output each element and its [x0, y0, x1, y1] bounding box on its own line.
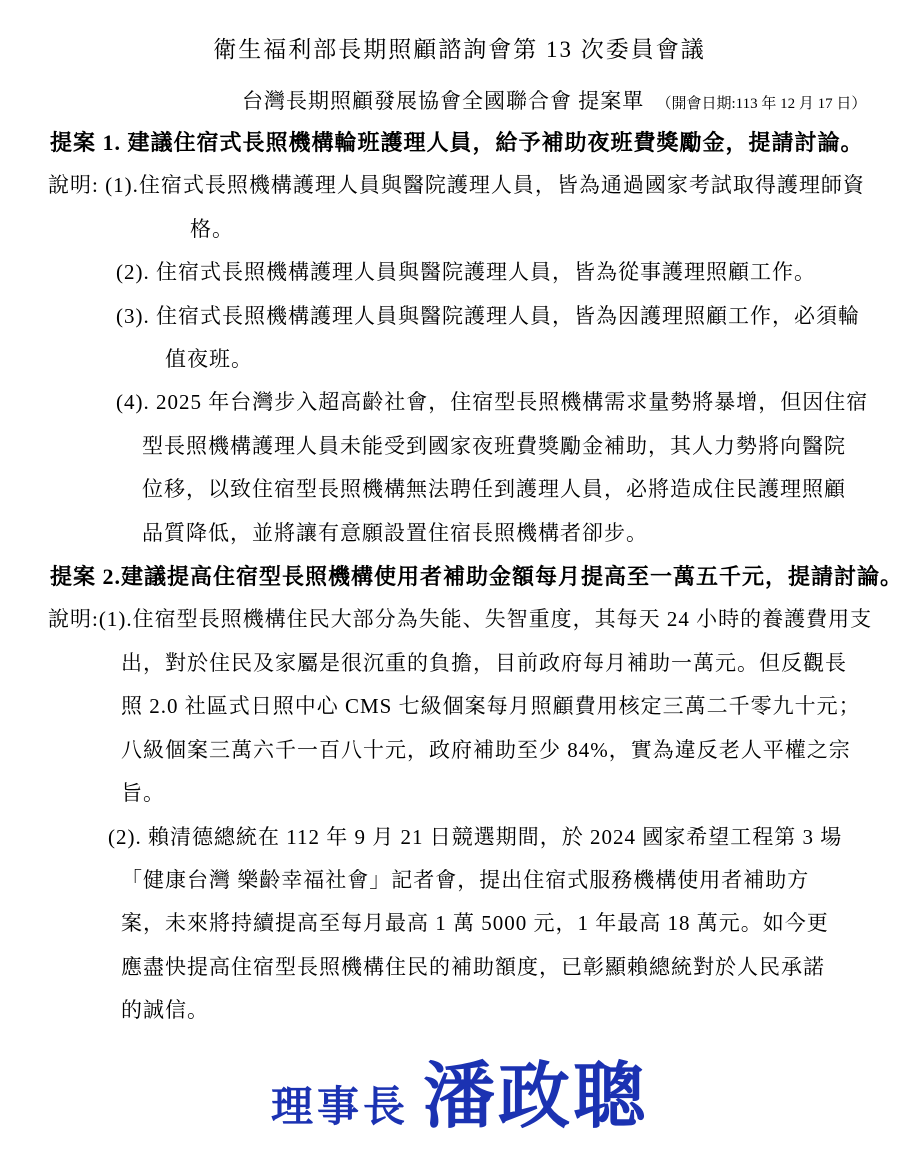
- doc-line: 的誠信。: [121, 998, 209, 1023]
- doc-line: 照 2.0 社區式日照中心 CMS 七級個案每月照顧費用核定三萬二千零九十元；: [121, 694, 861, 719]
- doc-line: 值夜班。: [165, 347, 253, 372]
- doc-line: 位移，以致住宿型長照機構無法聘任到護理人員，必將造成住民護理照顧: [142, 477, 846, 502]
- proposal1-heading: 提案 1. 建議住宿式長照機構輪班護理人員，給予補助夜班費獎勵金，提請討論。: [50, 130, 864, 155]
- doc-line: 應盡快提高住宿型長照機構住民的補助額度，已彰顯賴總統對於人民承諾: [121, 954, 825, 979]
- doc-line: (2). 住宿式長照機構護理人員與醫院護理人員，皆為從事護理照顧工作。: [116, 260, 816, 285]
- doc-line: 「健康台灣 樂齡幸福社會」記者會，提出住宿式服務機構使用者補助方: [121, 867, 810, 892]
- doc-line: (2). 賴清德總統在 112 年 9 月 21 日競選期間，於 2024 國家希望工程第 3 場: [108, 824, 843, 849]
- doc-line: (3). 住宿式長照機構護理人員與醫院護理人員，皆為因護理照顧工作，必須輪: [116, 303, 860, 328]
- doc-line: 旨。: [121, 781, 165, 806]
- doc-line: 說明: (1).住宿式長照機構護理人員與醫院護理人員，皆為通過國家考試取得護理師資: [48, 173, 865, 198]
- subtitle-text: 台灣長期照顧發展協會全國聯合會 提案單: [242, 89, 645, 113]
- doc-line: 說明:(1).住宿型長照機構住民大部分為失能、失智重度，其每天 24 小時的養護費用支: [48, 607, 873, 632]
- meeting-date-note: （開會日期:113 年 12 月 17 日）: [656, 96, 867, 112]
- page-title: 衛生福利部長期照顧諮詢會第 13 次委員會議: [213, 37, 706, 62]
- proposal2-heading: 提案 2.建議提高住宿型長照機構使用者補助金額每月提高至一萬五千元，提請討論。: [50, 564, 904, 590]
- signature-title: 理事長: [270, 1083, 409, 1130]
- signature-name: 潘政聰: [423, 1057, 649, 1137]
- doc-line: 品質降低，並將讓有意願設置住宿長照機構者卻步。: [142, 520, 648, 545]
- document-body: [0, 121, 919, 1033]
- signature: [0, 1057, 919, 1137]
- doc-line: 型長照機構護理人員未能受到國家夜班費獎勵金補助，其人力勢將向醫院: [142, 433, 846, 458]
- doc-line: 格。: [190, 216, 234, 241]
- doc-line: 案，未來將持續提高至每月最高 1 萬 5000 元，1 年最高 18 萬元。如今更: [121, 911, 829, 936]
- doc-subtitle: [0, 85, 919, 115]
- doc-line: 出，對於住民及家屬是很沉重的負擔，目前政府每月補助一萬元。但反觀長: [121, 650, 847, 675]
- doc-line: (4). 2025 年台灣步入超高齡社會，住宿型長照機構需求量勢將暴增，但因住宿: [116, 390, 869, 415]
- doc-line: 八級個案三萬六千一百八十元，政府補助至少 84%，實為違反老人平權之宗: [121, 737, 851, 762]
